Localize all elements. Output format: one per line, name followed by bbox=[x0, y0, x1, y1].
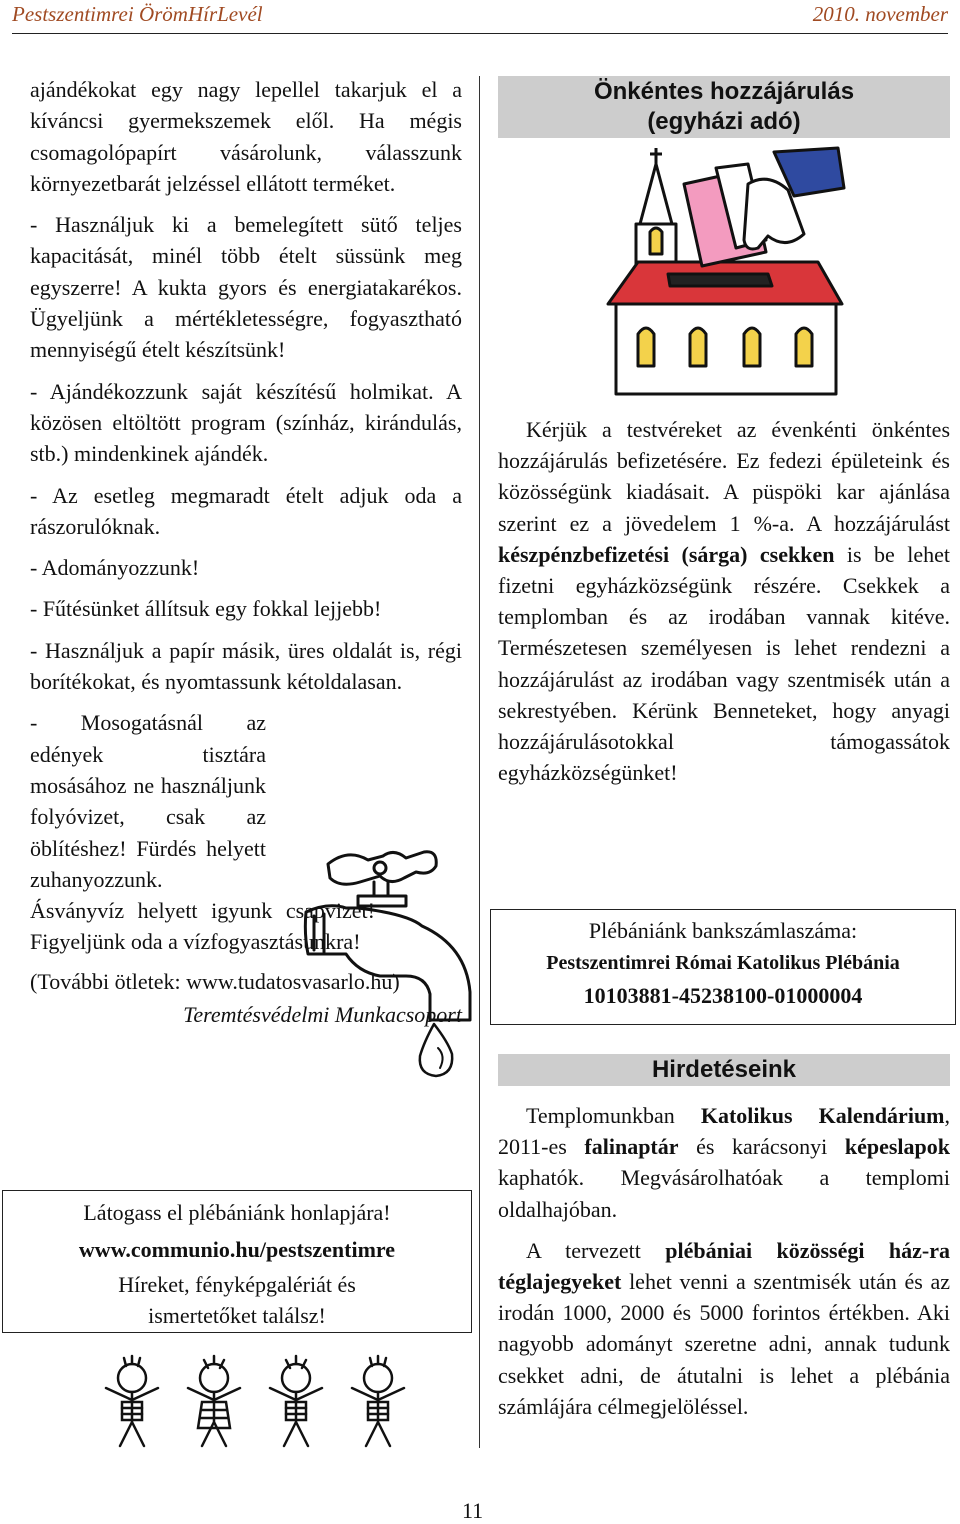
tip-donate: - Adományozzunk! bbox=[30, 555, 200, 581]
tip-leftovers: - Az esetleg megmaradt ételt adjuk oda a rászorulóknak. bbox=[30, 482, 462, 539]
contribution-heading-line1: Önkéntes hozzájárulás bbox=[593, 78, 855, 105]
tip-oven: - Használjuk ki a bemelegített sütő teljes kapacitását, minél több ételt süssünk meg egyszerre! A kukta gyors és energiatakarékos. Ügyeljünk a mértékletességre, fogyasztható mennyiségű ételt készítsünk! bbox=[30, 212, 462, 363]
brick-ticket-announcement bbox=[498, 1235, 950, 1422]
calendar-announcement bbox=[498, 1100, 950, 1225]
emphasis: képeslapok bbox=[844, 1134, 950, 1160]
text: , 2011-es bbox=[498, 1103, 950, 1160]
website-text-2: ismertetőket találsz! bbox=[148, 1303, 326, 1328]
tip-water-continued: Ásványvíz helyett igyunk csapvizet! Figyeljünk oda a vízfogyasztásunkra! bbox=[30, 898, 375, 955]
more-ideas-link: (További ötletek: www.tudatosvasarlo.hu) bbox=[30, 968, 400, 994]
header-rule bbox=[12, 33, 948, 34]
website-url[interactable]: www.communio.hu/pestszentimre bbox=[78, 1237, 396, 1262]
newsletter-title: Pestszentimrei ÖrömHírLevél bbox=[12, 2, 263, 26]
website-invite: Látogass el plébániánk honlapjára! bbox=[83, 1200, 391, 1225]
announcements-heading: Hirdetéseink bbox=[498, 1054, 950, 1086]
page-header bbox=[12, 0, 948, 32]
tip-water: - Mosogatásnál az edények tisztára mosásához ne használjunk folyóvizet, csak az öblítéshez! Fürdés helyett zuhanyozzunk. bbox=[30, 710, 266, 892]
yellow-check-emphasis: készpénzbefizetési (sárga) csekken bbox=[498, 541, 835, 567]
tip-heating: - Fűtésünket állítsuk egy fokkal lejjebb! bbox=[30, 596, 382, 622]
bank-account-label: Plébániánk bankszámlaszáma: bbox=[588, 918, 858, 943]
text: Templomunkban bbox=[526, 1103, 701, 1128]
tip-gifts: - Ajándékozzunk saját készítésű holmikat. A közösen eltöltött program (színház, kirándulás, stb.) mindenkinek ajándék. bbox=[30, 378, 462, 467]
text: kaphatók. Megvásárolhatóak a templomi oldalhajóban. bbox=[498, 1165, 950, 1222]
emphasis: plébániai közösségi ház-ra téglajegyeket bbox=[498, 1237, 950, 1295]
children-illustration bbox=[92, 1350, 422, 1450]
right-column bbox=[498, 76, 950, 788]
bank-account-number: 10103881-45238100-01000004 bbox=[583, 983, 863, 1008]
tip-paper: - Használjuk a papír másik, üres oldalát is, régi borítékokat, és nyomtassunk kétoldalasan. bbox=[30, 637, 462, 695]
column-divider bbox=[479, 76, 480, 1448]
emphasis: falinaptár bbox=[584, 1134, 679, 1160]
website-box bbox=[2, 1190, 472, 1333]
issue-date: 2010. november bbox=[812, 2, 948, 26]
contribution-heading bbox=[498, 76, 950, 138]
text: lehet venni a szentmisék után és az irodán 1000, 2000 és 5000 forintos értékben. Aki nagyobb adományt szeretne adni, annak tudunk csekket adni, de átutalni is lehet a plébánia számlájára célmegjelöléssel. bbox=[498, 1269, 950, 1419]
page-number: 11 bbox=[462, 1498, 484, 1523]
website-text-1: Híreket, fényképgalériát és bbox=[118, 1272, 356, 1297]
parish-name: Pestszentimrei Római Katolikus Plébánia bbox=[546, 952, 900, 974]
contribution-text-part1: Kérjük a testvéreket az évenkénti önkéntes hozzájárulás befizetésére. Ez fedezi épületeink és közösségünk kiadásait. A püspöki kar ajánlása szerint ez a jövedelem 1 %-a. A hozzájárulást bbox=[498, 417, 950, 536]
text: és karácsonyi bbox=[678, 1134, 845, 1160]
announcements-section bbox=[498, 1054, 950, 1422]
contribution-heading-line2: (egyházi adó) bbox=[647, 108, 801, 135]
text: A tervezett bbox=[526, 1237, 666, 1263]
contribution-text bbox=[498, 414, 950, 788]
paragraph-gift-wrap: ajándékokat egy nagy lepellel takarjuk el a kíváncsi gyermekszemek elől. Ha mégis csomagolópapírt vásárolunk, válasszunk környezetbarát jelzéssel ellátott terméket. bbox=[30, 77, 462, 196]
faucet-illustration bbox=[298, 842, 488, 1082]
bank-account-box bbox=[490, 909, 956, 1025]
emphasis: Katolikus Kalendárium bbox=[700, 1103, 945, 1128]
contribution-text-part2: is be lehet fizetni egyházközségünk részére. Csekkek a templomban és az irodában vannak kitéve. Természetesen személyesen is lehet rendezni a hozzájárulást az irodában vagy szentmisék után a sekrestyében. Kérünk Benneteket, hogy anyagi hozzájárulásotokkal támogassátok egyházközségünket! bbox=[498, 541, 950, 786]
church-donation-illustration bbox=[598, 144, 858, 404]
signature: Teremtésvédelmi Munkacsoport bbox=[183, 1002, 462, 1028]
